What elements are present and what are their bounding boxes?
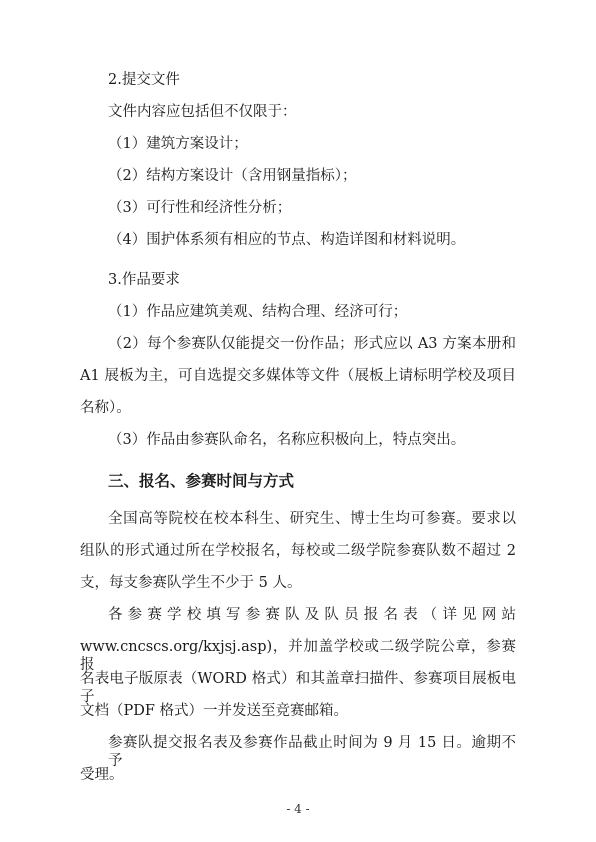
page-number: - 4 - <box>286 802 310 816</box>
list-item: （3）可行性和经济性分析； <box>108 200 292 216</box>
section-2-intro: 文件内容应包括但不仅限于： <box>108 104 297 120</box>
paragraph-line: （2）每个参赛队仅能提交一份作品；形式应以 A3 方案本册和 <box>108 336 516 352</box>
paragraph-line: 支，每支参赛队学生不少于 5 人。 <box>80 575 302 591</box>
section-3-heading: 3.作品要求 <box>108 272 180 288</box>
section-2-heading: 2.提交文件 <box>108 72 180 88</box>
part-3-heading: 三、报名、参赛时间与方式 <box>108 472 295 490</box>
paragraph-line: 名表电子版原表（WORD 格式）和其盖章扫描件、参赛项目展板电子 <box>80 671 516 705</box>
list-item: （2）结构方案设计（含用钢量指标）； <box>108 168 357 184</box>
paragraph-line: 全国高等院校在校本科生、研究生、博士生均可参赛。要求以 <box>108 511 516 527</box>
paragraph-line: 文档（PDF 格式）一并发送至竞赛邮箱。 <box>80 703 349 719</box>
paragraph-line: 受理。 <box>80 767 124 783</box>
list-item: （1）建筑方案设计； <box>108 136 248 152</box>
list-item: （1）作品应建筑美观、结构合理、经济可行； <box>108 304 408 320</box>
paragraph-line: 参赛队提交报名表及参赛作品截止时间为 9 月 15 日。逾期不予 <box>108 735 516 769</box>
paragraph-line: 组队的形式通过所在学校报名，每校或二级学院参赛队数不超过 2 <box>80 543 516 559</box>
list-item: （3）作品由参赛队命名，名称应积极向上，特点突出。 <box>108 432 466 448</box>
paragraph-line: www.cncscs.org/kxjsj.asp)，并加盖学校或二级学院公章，参赛报 <box>80 639 516 673</box>
paragraph-line: A1 展板为主，可自选提交多媒体等文件（展板上请标明学校及项目 <box>80 368 516 384</box>
paragraph-line: 名称）。 <box>80 400 131 416</box>
paragraph-line: 各参赛学校填写参赛队及队员报名表（详见网站 <box>108 607 516 623</box>
list-item: （4）围护体系须有相应的节点、构造详图和材料说明。 <box>108 232 466 248</box>
